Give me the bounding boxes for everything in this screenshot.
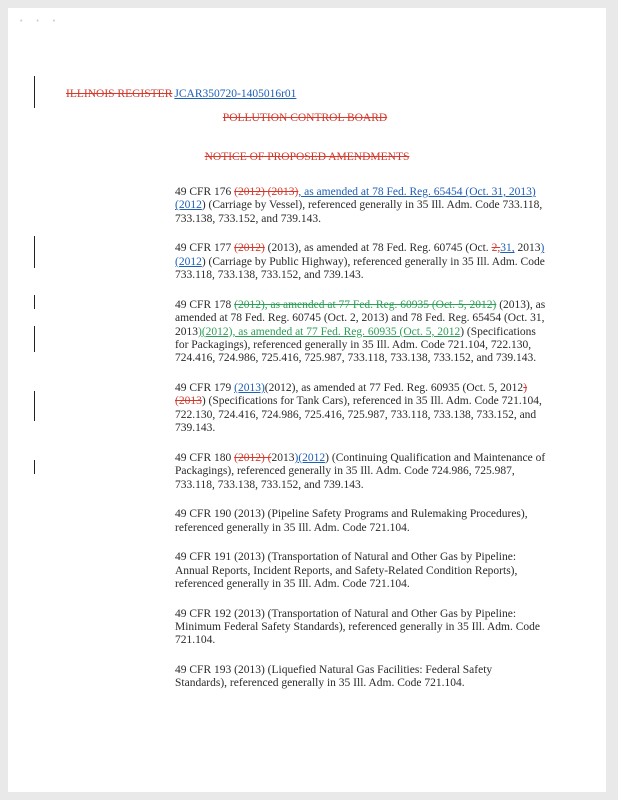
register-deleted: ILLINOIS REGISTER [66,88,173,100]
register-inserted: JCAR350720-1405016r01 [174,88,297,100]
change-bar [34,295,35,309]
entry-49-cfr-193: 49 CFR 193 (2013) (Liquefied Natural Gas Facilities: Federal Safety Standards), referenced generally in 35 Ill. Adm. Code 721.104. [175,664,493,690]
scan-artifact-dots: • • • [20,18,62,25]
entry-49-cfr-190: 49 CFR 190 (2013) (Pipeline Safety Programs and Rulemaking Procedures), referenced generally in 35 Ill. Adm. Code 721.104. [175,508,528,534]
change-bar [34,76,35,108]
entry-49-cfr-180: 49 CFR 180 (2012) (2013)(2012) (Continuing Qualification and Maintenance of Packagings), referenced generally in 35 Ill. Adm. Code 724.986, 725.987, 733.118, 733.138, 733.152, and 739.143. [175,451,546,491]
entry-49-cfr-179: 49 CFR 179 (2013)(2012), as amended at 77 Fed. Reg. 60935 (Oct. 5, 2012) (2013) (Specifications for Tank Cars), referenced in 35 Ill. Adm. Code 721.104, 722.130, 724.416, 724.986, 725.416, 725.987, 733.118, 733.138, 733.152, and 739.143. [175,382,542,435]
agency-title: POLLUTION CONTROL BOARD [222,112,388,124]
change-bar [34,326,35,352]
entry-49-cfr-192: 49 CFR 192 (2013) (Transportation of Natural and Other Gas by Pipeline: Minimum Federal Safety Standards), referenced generally in 35 Ill. Adm. Code 721.104. [175,607,541,647]
entry-49-cfr-176: 49 CFR 176 (2012) (2013), as amended at 78 Fed. Reg. 65454 (Oct. 31, 2013) (2012) (Carriage by Vessel), referenced generally in 35 Ill. Adm. Code 733.118, 733.138, 733.152, and 739.143. [175,186,543,225]
entry-49-cfr-178: 49 CFR 178 (2012), as amended at 77 Fed. Reg. 60935 (Oct. 5, 2012) (2013), as amended at 78 Fed. Reg. 60745 (Oct. 2, 2013) and 78 Fed. Reg. 65454 (Oct. 31, 2013)(2012), as amended at 77 Fed. Reg. 60935 (Oct. 5, 2012) (Specifications for Packagings), referenced generally in 35 Ill. Adm. Code 721.104, 722.130, 724.416, 724.986, 725.416, 725.987, 733.118, 733.138, 733.152, and 739.143. [175,298,546,365]
notice-title: NOTICE OF PROPOSED AMENDMENTS [204,151,410,163]
register-header [66,88,296,100]
document-page [8,8,606,792]
cfr-entries [175,186,547,707]
change-bar [34,236,35,268]
change-bar [34,391,35,421]
entry-49-cfr-191: 49 CFR 191 (2013) (Transportation of Natural and Other Gas by Pipeline: Annual Reports, Incident Reports, and Safety-Related Condition Reports), referenced generally in 35 Ill. Adm. Code 721.104. [175,551,518,591]
change-bar [34,460,35,474]
entry-49-cfr-177: 49 CFR 177 (2012) (2013), as amended at 78 Fed. Reg. 60745 (Oct. 2,31, 2013)(2012) (Carriage by Public Highway), referenced generally in 35 Ill. Adm. Code 733.118, 733.138, 733.152, and 739.143. [175,242,545,282]
